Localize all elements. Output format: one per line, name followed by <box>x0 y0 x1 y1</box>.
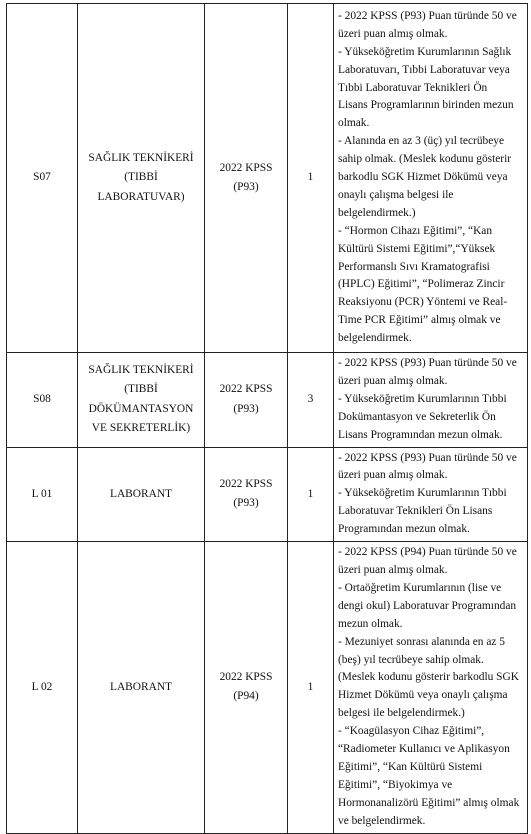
position-count: 3 <box>307 393 314 406</box>
position-count-cell <box>288 4 334 353</box>
requirement-line: Tıbbi Laboratuvar Teknikleri Ön <box>338 81 488 94</box>
table-row <box>7 447 528 542</box>
requirement-line: (Meslek kodunu gösterir barkodlu SGK <box>338 671 519 684</box>
requirements-cell <box>334 447 528 542</box>
position-code-cell <box>7 353 78 448</box>
position-title-line: VE SEKRETERLİK) <box>91 422 191 435</box>
position-code: L 01 <box>31 487 53 500</box>
table-row <box>7 353 528 448</box>
position-title-line: DÖKÜMANTASYON <box>88 402 194 415</box>
requirement-line: Lisans Programlarının birinden mezun <box>338 99 514 112</box>
requirement-line: - Yükseköğretim Kurumlarının Tıbbi <box>338 392 507 405</box>
requirement-line: “Radiometer Kullanıcı ve Aplikasyon <box>338 743 510 756</box>
requirements-cell <box>334 353 528 448</box>
requirement-line: mezun olmak. <box>338 617 403 630</box>
requirement-line: Time PCR Eğitimi” almış olmak ve <box>338 314 501 327</box>
exam-type-line: 2022 KPSS <box>219 161 273 174</box>
exam-type-cell <box>205 4 288 353</box>
requirement-line: - Ortaöğretim Kurumlarının (lise ve <box>338 581 502 594</box>
requirement-line: Lisans Programından mezun olmak. <box>338 428 503 441</box>
exam-type-cell <box>205 542 288 834</box>
position-title-line: SAĞLIK TEKNİKERİ <box>88 363 194 376</box>
requirement-line: - 2022 KPSS (P93) Puan türünde 50 ve <box>338 357 517 369</box>
requirement-line: Dokümantasyon ve Sekreterlik Ön <box>338 410 496 423</box>
requirement-line: (HPLC) Eğitimi”, “Polimeraz Zincir <box>338 278 505 291</box>
requirement-line: olmak. <box>338 117 370 130</box>
requirement-line: üzeri puan almış olmak. <box>338 469 448 482</box>
requirement-line: üzeri puan almış olmak. <box>338 563 448 576</box>
requirement-line: belgesi ile belgelendirmek.) <box>338 707 465 720</box>
position-title-line: LABORATUVAR) <box>97 190 185 203</box>
requirement-line: belgelendirmek.) <box>338 206 416 219</box>
positions-table <box>6 3 528 834</box>
position-title-line: LABORANT <box>109 680 172 693</box>
position-code: S07 <box>33 171 51 184</box>
position-code: L 02 <box>31 680 53 693</box>
requirement-line: sahip olmak. (Meslek kodunu gösterir <box>338 153 512 166</box>
position-title-cell <box>78 353 205 448</box>
requirement-line: Hizmet Dökümü veya onaylı çalışma <box>338 689 508 702</box>
exam-type-line: (P93) <box>233 402 259 415</box>
table-row <box>7 4 528 353</box>
requirement-line: - 2022 KPSS (P93) Puan türünde 50 ve <box>338 9 517 22</box>
requirement-line: Performanslı Sıvı Kramatografisi <box>338 260 490 273</box>
exam-type-line: (P93) <box>233 497 259 510</box>
position-title-cell <box>78 447 205 542</box>
requirement-line: dengi okul) Laboratuvar Programından <box>338 599 517 612</box>
requirement-line: Reaksiyonu (PCR) Yöntemi ve Real- <box>338 296 508 309</box>
exam-type-line: 2022 KPSS <box>219 670 273 683</box>
requirement-line: - Alanında en az 3 (üç) yıl tecrübeye <box>338 135 505 148</box>
position-count-cell <box>288 542 334 834</box>
exam-type-line: 2022 KPSS <box>219 477 273 490</box>
requirement-line: (beş) yıl tecrübeye sahip olmak. <box>338 653 484 666</box>
position-count: 1 <box>307 680 314 693</box>
exam-type-cell <box>205 447 288 542</box>
requirement-line: Programından mezun olmak. <box>338 523 470 536</box>
requirement-line: Kültürü Sistemi Eğitimi”,“Yüksek <box>338 242 496 255</box>
requirement-line: onaylı çalışma belgesi ile <box>338 188 454 201</box>
requirement-line: üzeri puan almış olmak. <box>338 27 448 40</box>
requirement-line: Eğitimi”, “Kan Kültürü Sistemi <box>338 760 483 773</box>
position-title-line: (TIBBİ <box>124 171 158 184</box>
position-code-cell <box>7 4 78 353</box>
requirement-line: - 2022 KPSS (P94) Puan türünde 50 ve <box>338 546 517 559</box>
exam-type-line: (P93) <box>233 181 259 193</box>
position-title-line: SAĞLIK TEKNİKERİ <box>88 151 194 164</box>
position-title-cell <box>78 4 205 353</box>
requirements-cell <box>334 4 528 353</box>
position-code-cell <box>7 447 78 542</box>
position-count-cell <box>288 353 334 448</box>
exam-type-cell <box>205 353 288 448</box>
position-count: 1 <box>307 487 314 500</box>
requirement-line: - Mezuniyet sonrası alanında en az 5 <box>338 635 505 648</box>
requirement-line: - “Koagülasyon Cihaz Eğitimi”, <box>338 725 485 738</box>
table-body <box>7 4 528 834</box>
position-title-line: (TIBBİ <box>124 383 158 396</box>
position-count: 1 <box>307 171 314 184</box>
requirement-line: ve belgelendirmek. <box>338 814 426 827</box>
exam-type-line: 2022 KPSS <box>219 383 273 396</box>
requirement-line: Hormonanalizörü Eğitimi” almış olmak <box>338 796 520 809</box>
requirement-line: Eğitimi”, “Biyokimya ve <box>338 778 453 791</box>
requirement-line: - Yükseköğretim Kurumlarının Tıbbi <box>338 487 507 500</box>
table-row <box>7 542 528 834</box>
requirements-cell <box>334 542 528 834</box>
requirement-line: barkodlu SGK Hizmet Dökümü veya <box>338 171 508 184</box>
position-count-cell <box>288 447 334 542</box>
position-title-line: LABORANT <box>109 487 172 500</box>
position-title-cell <box>78 542 205 834</box>
requirement-line: - “Hormon Cihazı Eğitimi”, “Kan <box>338 224 493 237</box>
requirement-line: belgelendirmek. <box>338 332 412 345</box>
position-code-cell <box>7 542 78 834</box>
requirement-line: Laboratuvarı, Tıbbi Laboratuvar veya <box>338 63 510 76</box>
exam-type-line: (P94) <box>233 690 259 703</box>
requirement-line: - Yükseköğretim Kurumlarının Sağlık <box>338 45 512 58</box>
requirement-line: - 2022 KPSS (P93) Puan türünde 50 ve <box>338 451 517 464</box>
requirement-line: üzeri puan almış olmak. <box>338 374 448 387</box>
position-code: S08 <box>33 393 51 406</box>
requirement-line: Laboratuvar Teknikleri Ön Lisans <box>338 505 493 518</box>
